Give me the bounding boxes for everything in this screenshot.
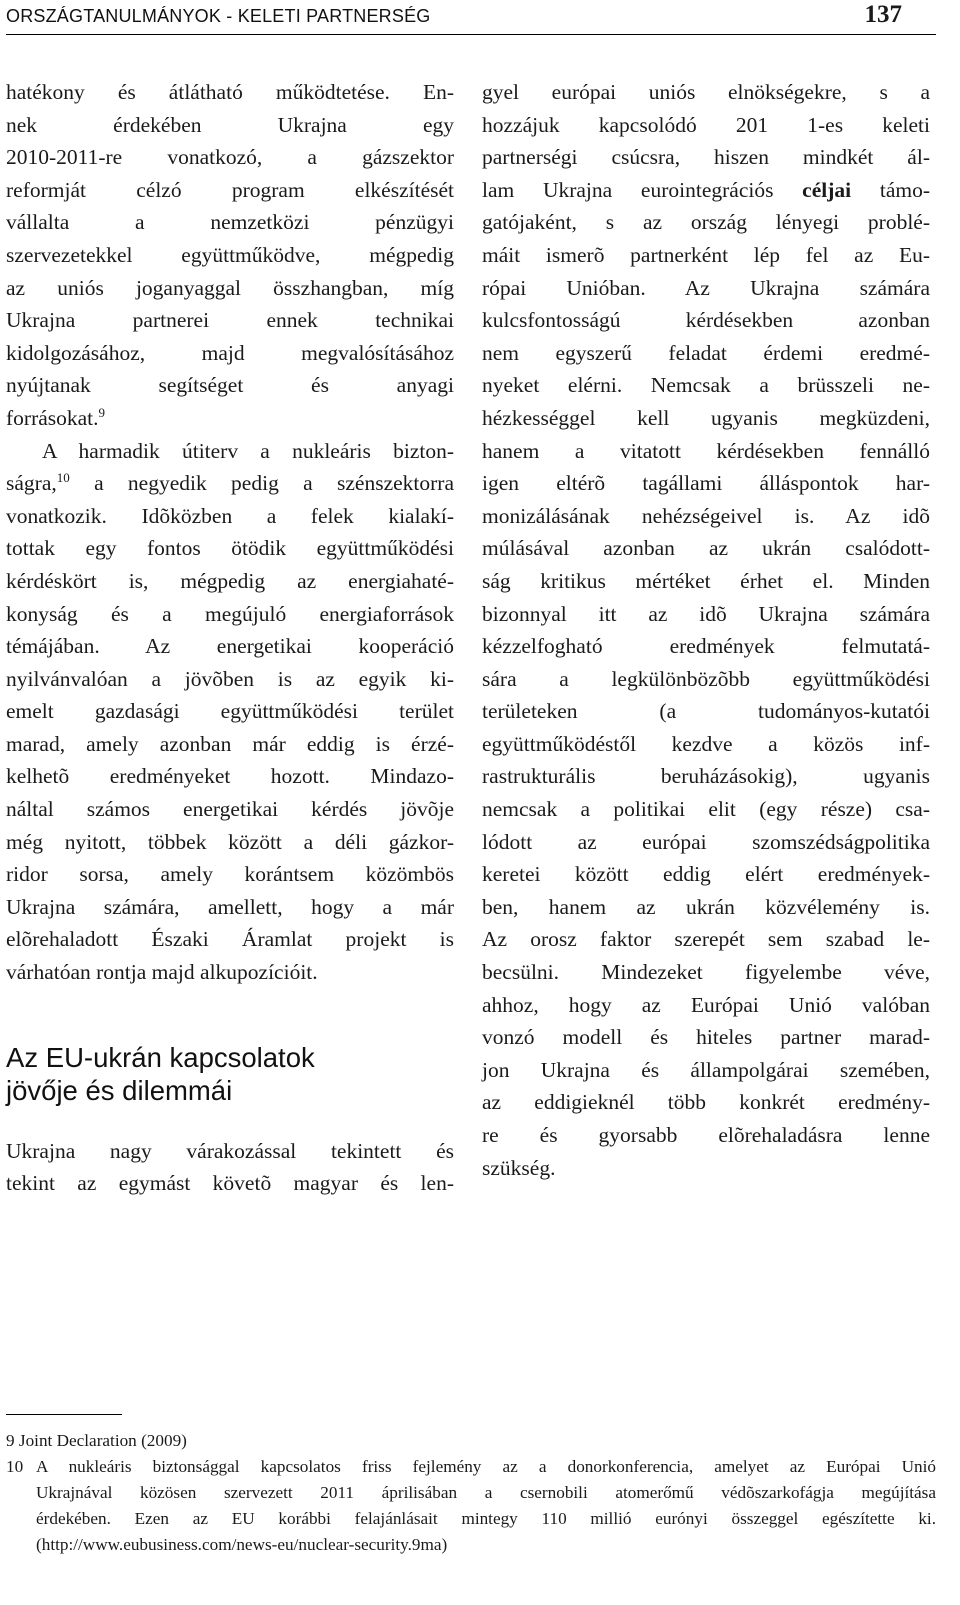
- text-line: tekint az egymást követõ magyar és len-: [6, 1171, 454, 1196]
- paragraph-presidencies-cont: [482, 76, 930, 1184]
- text-line: gatójaként, s az ország lényegi problé-: [482, 210, 930, 235]
- text-line: szervezetekkel együttműködve, mégpedig: [6, 242, 454, 267]
- footnote-line: Ukrajnával közösen szervezett 2011 áprilisában a csernobili atomerőmű védõszarkofágja megújítása: [36, 1483, 936, 1502]
- text-line: [6, 402, 454, 435]
- text-line: gyel európai uniós elnökségekre, s a: [482, 80, 930, 104]
- footnote-number: 9: [6, 1431, 15, 1450]
- footnote-line: A nukleáris biztonsággal kapcsolatos friss fejlemény az a donorkonferencia, amelyet az Európai Unió: [36, 1457, 936, 1476]
- text-fragment: a negyedik pedig a szénszektorra: [69, 471, 454, 496]
- text-line: reformját célzó program elkészítését: [6, 177, 454, 202]
- text-line: ság kritikus mértéket érhet el. Minden: [482, 568, 930, 593]
- text-line: még nyitott, többek között a déli gázkor-: [6, 829, 454, 854]
- text-line: nyeket elérni. Nemcsak a brüsszeli ne-: [482, 373, 930, 398]
- text-line: nyújtanak segítséget és anyagi: [6, 373, 454, 398]
- text-line: becsülni. Mindezeket figyelembe véve,: [482, 960, 930, 985]
- section-heading: [6, 1041, 454, 1107]
- right-column: [482, 76, 930, 1184]
- text-line: re és gyorsabb elõrehaladásra lenne: [482, 1123, 930, 1147]
- footnote-ref-10[interactable]: 10: [56, 469, 70, 485]
- text-line: konyság és a megújuló energiaforrások: [6, 601, 454, 626]
- text-line: bizonnyal itt az idõ Ukrajna számára: [482, 601, 930, 626]
- text-fragment: lam Ukrajna eurointegrációs: [482, 177, 803, 202]
- text-line: az eddigieknél több konkrét eredmény-: [482, 1090, 930, 1115]
- text-line: náltal számos energetikai kérdés jövõje: [6, 797, 454, 822]
- journal-title: ORSZÁGTANULMÁNYOK - KELETI PARTNERSÉG: [6, 6, 431, 26]
- footnote-10: [6, 1454, 936, 1558]
- text-line: kézzelfogható eredmények felmutatá-: [482, 634, 930, 659]
- text-line: kelhetõ eredményeket hozott. Mindazo-: [6, 764, 454, 789]
- text-line: szükség.: [482, 1155, 556, 1180]
- text-line: nyilvánvalóan a jövõben is az egyik ki-: [6, 666, 454, 691]
- text-line: Ukrajna számára, amellett, hogy a már: [6, 894, 454, 919]
- text-line: partnerségi csúcsra, hiszen mindkét ál-: [482, 145, 930, 170]
- text-line: várhatóan rontja majd alkupozícióit.: [6, 960, 318, 985]
- text-line: rastrukturális beruházásokig), ugyanis: [482, 764, 930, 789]
- text-line: együttműködéstől kezdve a közös inf-: [482, 731, 930, 756]
- text-line: ridor sorsa, amely korántsem közömbös: [6, 862, 454, 887]
- footnote-line: érdekében. Ezen az EU korábbi felajánlásait mintegy 110 millió eurónyi összeggel egészítette ki.: [36, 1509, 936, 1528]
- running-header: [6, 0, 936, 35]
- text-line: Az orosz faktor szerepét sem szabad le-: [482, 927, 930, 952]
- text-line: vonzó modell és hiteles partner marad-: [482, 1025, 930, 1050]
- text-line: az uniós joganyaggal összhangban, míg: [6, 275, 454, 300]
- footnote-9: [6, 1428, 936, 1454]
- text-fragment: ságra,: [6, 471, 57, 496]
- text-line: hanem a vitatott kérdésekben fennálló: [482, 438, 930, 463]
- text-line: múlásával azonban az ukrán csalódott-: [482, 536, 930, 561]
- text-fragment: támo-: [851, 177, 930, 202]
- heading-line: Az EU-ukrán kapcsolatok: [6, 1041, 315, 1073]
- page-number: 137: [864, 1, 902, 28]
- left-column: [6, 76, 454, 1200]
- heading-line: jövője és dilemmái: [6, 1074, 233, 1106]
- text-line: nem egyszerű feladat érdemi eredmé-: [482, 340, 930, 365]
- text-line: Ukrajna nagy várakozással tekintett és: [6, 1138, 454, 1163]
- text-line: emelt gazdasági együttműködési terület: [6, 699, 454, 724]
- paragraph-gas-sector: [6, 76, 454, 435]
- footnote-url[interactable]: (http://www.eubusiness.com/news-eu/nuclear-security.9ma): [36, 1535, 448, 1554]
- text-line: kulcsfontosságú kérdésekben azonban: [482, 308, 930, 333]
- text-line: elõrehaladott Északi Áramlat projekt is: [6, 927, 454, 952]
- text-line: marad, amely azonban már eddig is érzé-: [6, 731, 454, 756]
- text-line: ben, hanem az ukrán közvélemény is.: [482, 894, 930, 919]
- footnote-number: 10: [6, 1457, 24, 1476]
- text-line: tottak egy fontos ötödik együttműködési: [6, 536, 454, 561]
- paragraph-nuclear-energy: [6, 435, 454, 989]
- text-line: hatékony és átlátható működtetése. En-: [6, 80, 454, 104]
- text-line: kérdéskört is, mégpedig az energiahaté-: [6, 568, 454, 593]
- text-line: területeken (a tudományos-kutatói: [482, 699, 930, 724]
- text-fragment: forrásokat.: [6, 405, 99, 430]
- text-line: lódott az európai szomszédságpolitika: [482, 829, 930, 854]
- text-line: 2010-2011-re vonatkozó, a gázszektor: [6, 145, 454, 170]
- text-line: jon Ukrajna és állampolgárai szemében,: [482, 1057, 930, 1082]
- text-line: igen eltérõ tagállami álláspontok har-: [482, 471, 930, 496]
- text-line: A harmadik útiterv a nukleáris bizton-: [42, 438, 454, 463]
- text-line: vonatkozik. Idõközben a felek kialakí-: [6, 503, 454, 528]
- text-line: vállalta a nemzetközi pénzügyi: [6, 210, 454, 235]
- text-line: nemcsak a politikai elit (egy része) csa-: [482, 797, 930, 822]
- text-line: ahhoz, hogy az Európai Unió valóban: [482, 992, 930, 1017]
- text-line: [6, 467, 454, 500]
- footnotes: [6, 1428, 936, 1558]
- footnote-separator: [6, 1414, 122, 1415]
- paragraph-presidencies-start: [6, 1135, 454, 1200]
- text-line: sára a legkülönbözõbb együttműködési: [482, 666, 930, 691]
- text-line: máit ismerõ partnerként lép fel az Eu-: [482, 242, 930, 267]
- text-line: Ukrajna partnerei ennek technikai: [6, 308, 454, 333]
- text-line: [482, 174, 930, 207]
- text-line: hozzájuk kapcsolódó 201 1-es keleti: [482, 112, 930, 137]
- text-line: rópai Unióban. Az Ukrajna számára: [482, 275, 930, 300]
- text-line: monizálásának nehézségeivel is. Az idõ: [482, 503, 930, 528]
- text-line: keretei között eddig elért eredmények-: [482, 862, 930, 887]
- bold-text: céljai: [802, 177, 852, 202]
- footnote-text: Joint Declaration (2009): [18, 1431, 187, 1450]
- text-line: hézkességgel kell ugyanis megküzdeni,: [482, 405, 930, 430]
- text-line: nek érdekében Ukrajna egy: [6, 112, 454, 137]
- footnote-ref-9[interactable]: 9: [98, 404, 106, 420]
- text-line: témájában. Az energetikai kooperáció: [6, 634, 454, 659]
- text-line: kidolgozásához, majd megvalósításához: [6, 340, 454, 365]
